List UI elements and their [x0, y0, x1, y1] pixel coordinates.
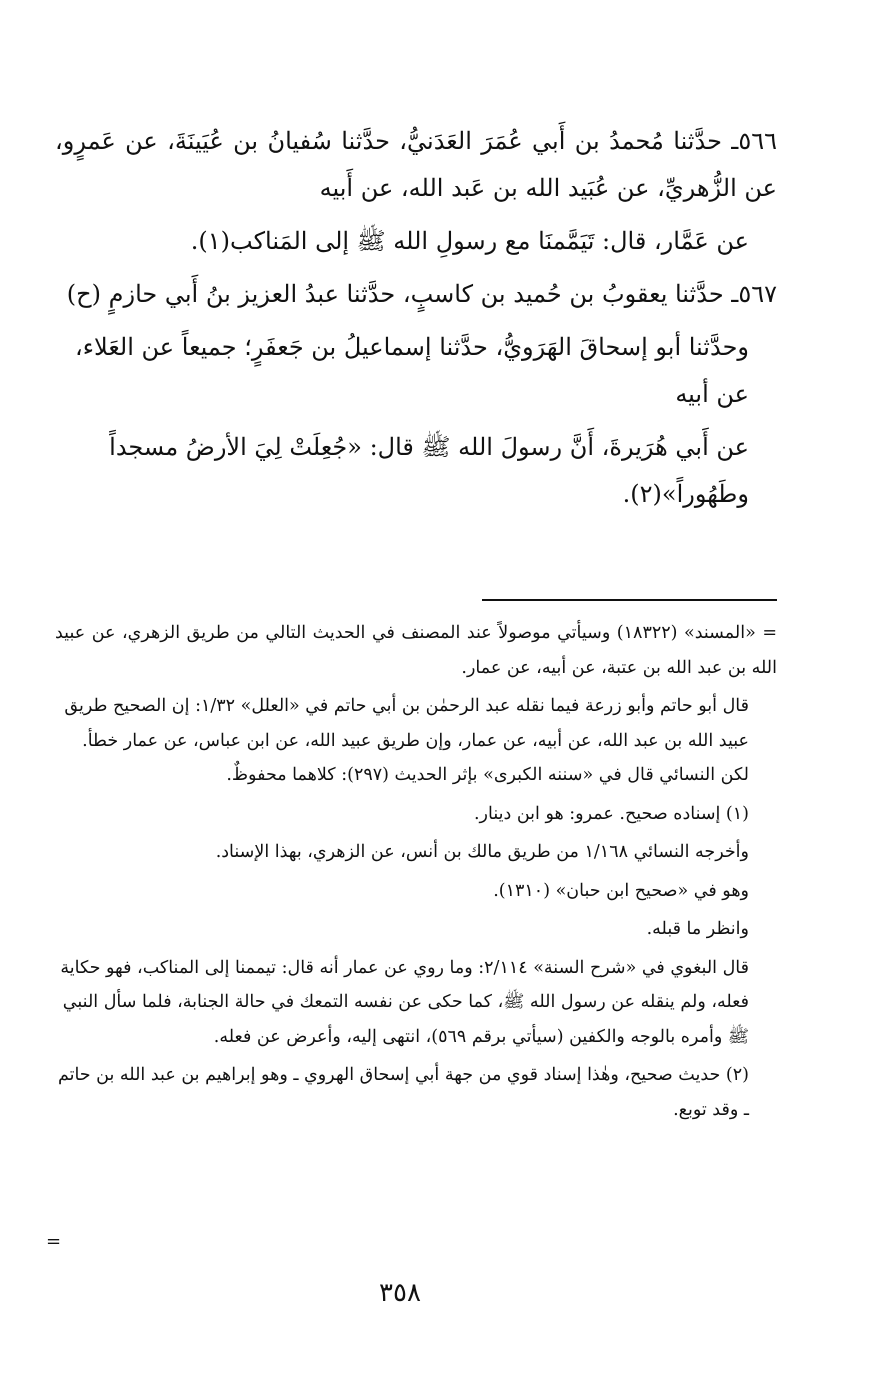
- hadith-567-second-chain: وحدَّثنا أبو إسحاقَ الهَرَويُّ، حدَّثنا إسماعيلُ بن جَعفَرٍ؛ جميعاً عن العَلاء، عن أبيه: [75, 333, 749, 408]
- main-text: [55, 118, 777, 524]
- footnote-1-see-previous: وانظر ما قبله.: [646, 919, 749, 939]
- footnote-2: (٢) حديث صحيح، وهٰذا إسناد قوي من جهة أبي إسحاق الهروي ـ وهو إبراهيم بن عبد الله بن حاتم ـ وقد توبع.: [57, 1065, 749, 1120]
- hadith-566-matn: عن عَمَّار، قال: تَيَمَّمنَا مع رسولِ الله ﷺ إلى المَناكب(١).: [190, 227, 749, 255]
- hadith-567-isnad: ٥٦٧ـ حدَّثنا يعقوبُ بن حُميد بن كاسبٍ، حدَّثنا عبدُ العزيز بنُ أَبي حازمٍ (ح): [66, 280, 777, 308]
- continuation-mark: =: [46, 1231, 62, 1252]
- footnote-continuation: = «المسند» (١٨٣٢٢) وسيأتي موصولاً عند المصنف في الحديث التالي من طريق الزهري، عن عبيد الله بن عبد الله بن عتبة، عن أبيه، عن عمار.: [55, 623, 777, 678]
- footnotes: [55, 616, 777, 1131]
- hadith-566-isnad: ٥٦٦ـ حدَّثنا مُحمدُ بن أَبي عُمَرَ العَدَنيُّ، حدَّثنا سُفيانُ بن عُيَينَةَ، عن عَمرٍو، عن الزُّهريِّ، عن عُبَيد الله بن عَبد الله، عن أَبيه: [55, 127, 777, 202]
- footnote-1-baghawi: قال البغوي في «شرح السنة» ٢/١١٤: وما روي عن عمار أنه قال: تيممنا إلى المناكب، فهو حكاية فعله، ولم ينقله عن رسول الله ﷺ، كما حكى عن نفسه التمعك في حالة الجنابة، فلما سأل النبي ﷺ وأمره بالوجه والكفين (سيأتي برقم ٥٦٩)، انتهى إليه، وأعرض عن فعله.: [60, 957, 749, 1047]
- footnote-abu-hatim: قال أبو حاتم وأبو زرعة فيما نقله عبد الرحمٰن بن أبي حاتم في «العلل» ١/٣٢: إن الصحيح طريق عبيد الله بن عبد الله، عن أبيه، عن عمار، وإن طريق عبيد الله، عن ابن عباس، عن عمار خطأ. لكن النسائي قال في «سننه الكبرى» بإثر الحديث (٢٩٧): كلاهما محفوظٌ.: [64, 696, 749, 785]
- page-number: ٣٥٨: [379, 1278, 421, 1308]
- footnote-divider: [482, 599, 777, 601]
- hadith-567-matn: عن أَبي هُرَيرةَ، أَنَّ رسولَ الله ﷺ قال: «جُعِلَتْ لِيَ الأرضُ مسجداً وطَهُوراً»(٢).: [109, 433, 749, 508]
- footnote-1-ibn-hibban: وهو في «صحيح ابن حبان» (١٣١٠).: [493, 880, 749, 901]
- footnote-1-nasai: وأخرجه النسائي ١/١٦٨ من طريق مالك بن أنس، عن الزهري، بهذا الإسناد.: [215, 842, 749, 862]
- footnote-1: (١) إسناده صحيح. عمرو: هو ابن دينار.: [473, 803, 749, 824]
